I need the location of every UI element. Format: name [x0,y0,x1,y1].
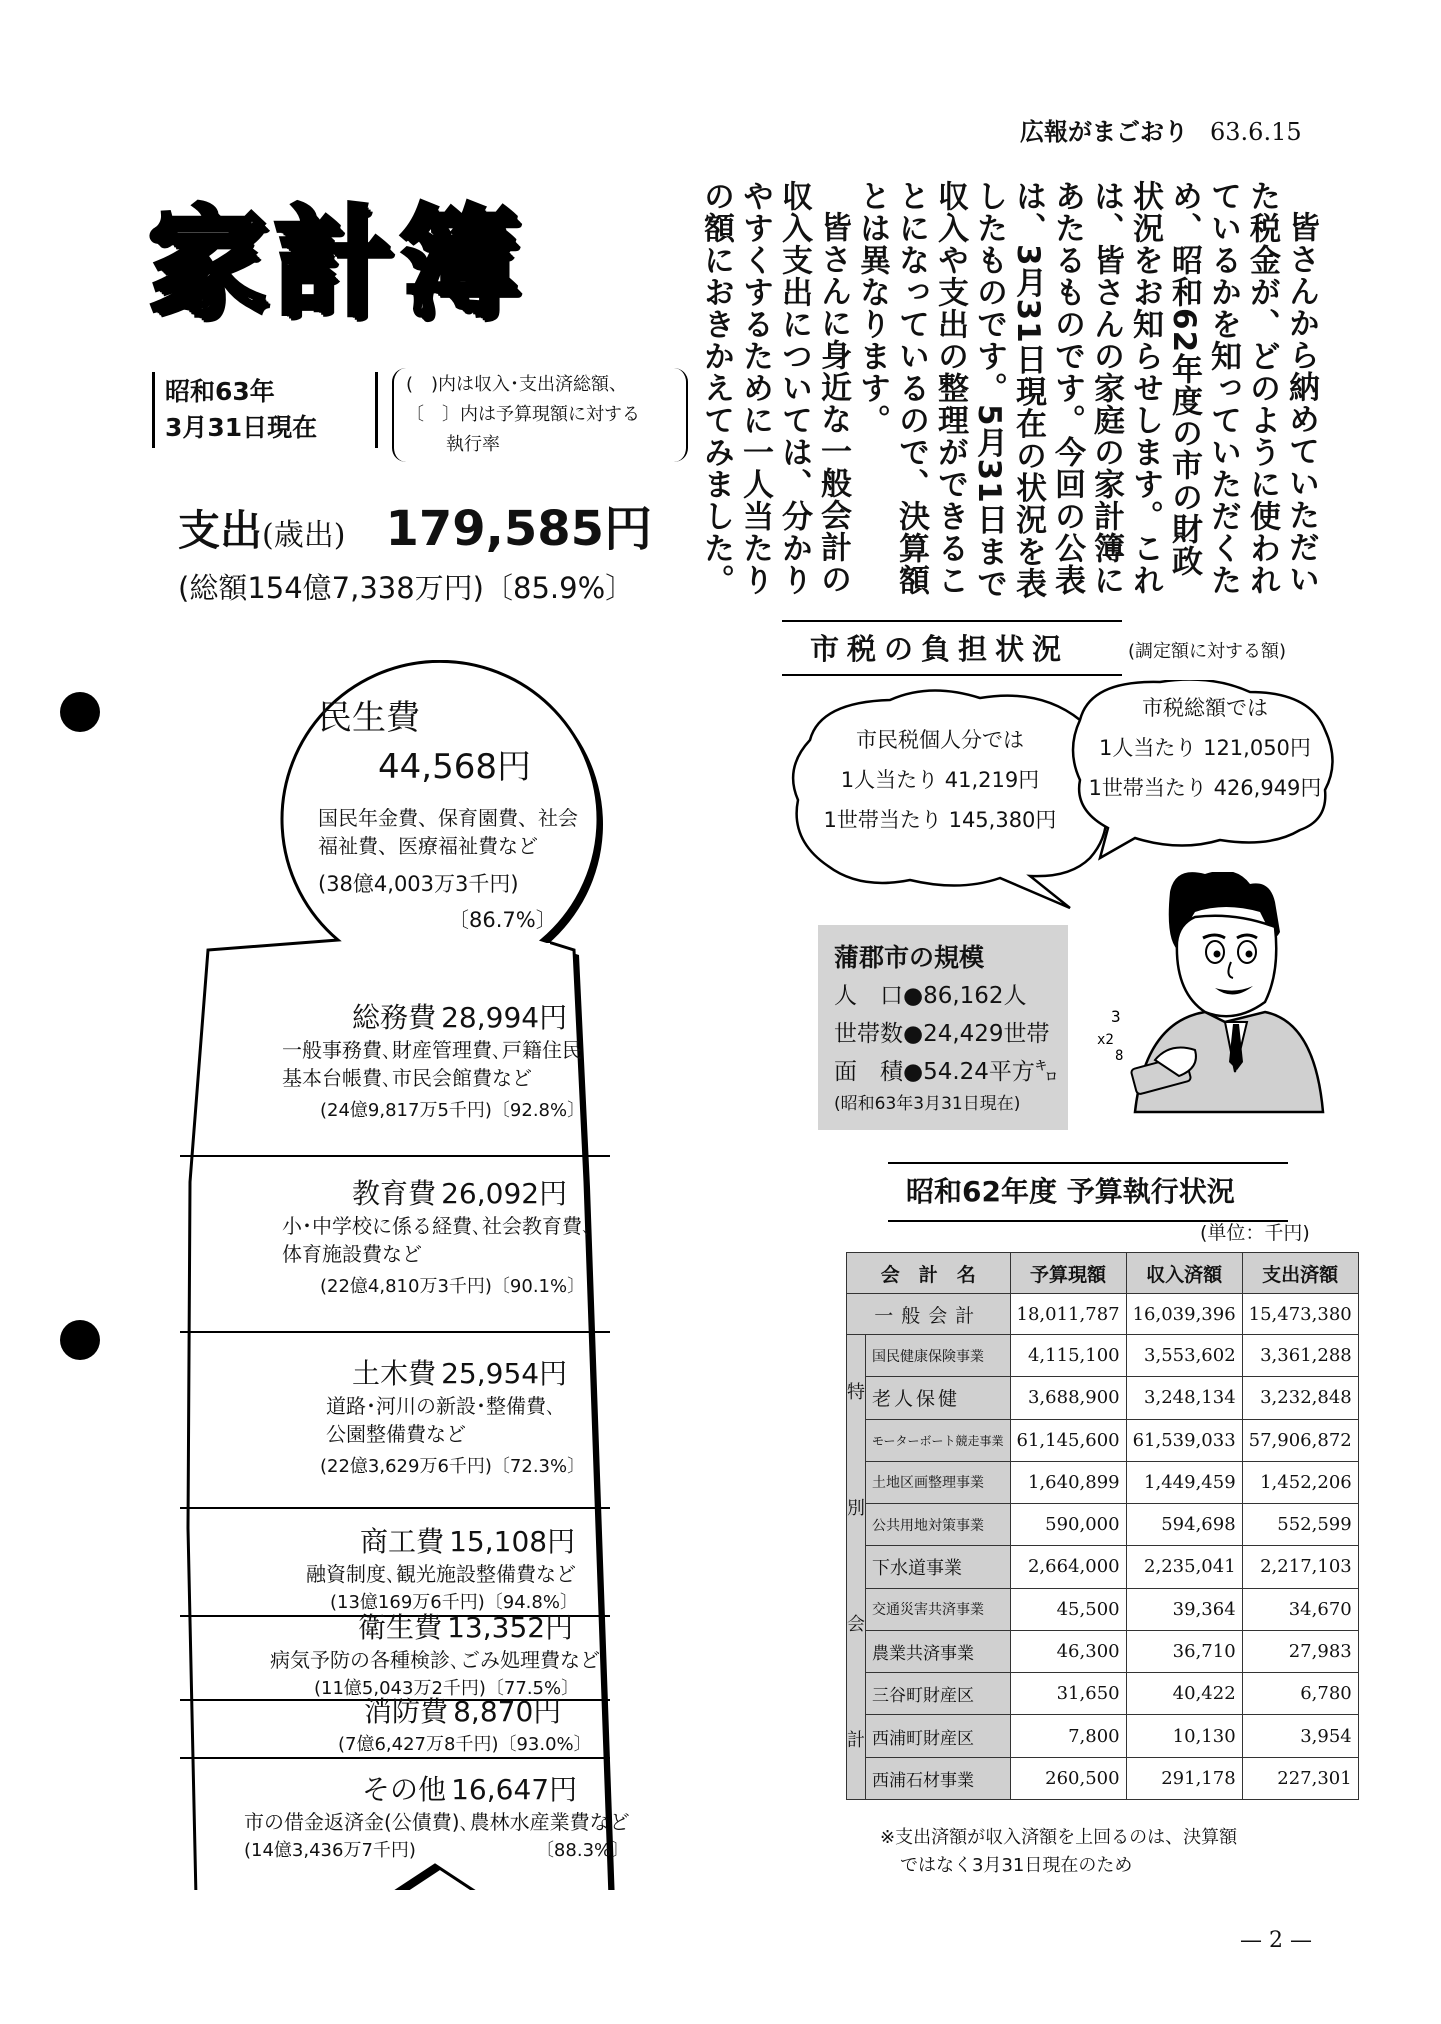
table-header-row [847,1253,1359,1294]
category-name: 消防費 [364,1695,449,1728]
table-row [847,1294,1359,1335]
row-income: 39,364 [1126,1588,1242,1630]
expenditure-label: 支出 [178,506,263,555]
row-income: 3,248,134 [1126,1377,1242,1419]
note-line2: 〔 〕内は予算現額に対する [406,404,640,425]
table-row [847,1461,1359,1503]
row-name: 農業共済事業 [866,1630,1011,1672]
row-budget: 4,115,100 [1010,1335,1126,1377]
tax-subtitle: (調定額に対する額) [1128,641,1287,662]
category-amount: 13,352円 [447,1611,574,1644]
row-expense: 57,906,872 [1242,1419,1358,1461]
category-total: (11億5,043万2千円)〔77.5%〕 [314,1678,580,1699]
cartoon-man-illustration [1075,872,1325,1122]
row-income: 61,539,033 [1126,1419,1242,1461]
table-row [847,1630,1359,1672]
category-desc: 小･中学校に係る経費､社会教育費､ [282,1214,592,1238]
row-expense: 2,217,103 [1242,1546,1358,1588]
row-budget: 2,664,000 [1010,1546,1126,1588]
row-expense: 1,452,206 [1242,1461,1358,1503]
category-name: 民生費 [318,698,420,738]
tax-title: 市税の負担状況 [810,632,1070,666]
category-total: (38億4,003万3千円) [318,872,519,896]
category-desc: 体育施設費など [282,1242,422,1266]
special-char: 特 [847,1382,865,1403]
category-fire [320,1690,592,1756]
table-row [847,1504,1359,1546]
row-budget: 7,800 [1010,1715,1126,1757]
table-header: 収入済額 [1126,1253,1242,1294]
row-budget: 1,640,899 [1010,1461,1126,1503]
category-desc: 融資制度､観光施設整備費など [306,1562,576,1586]
table-header: 会 計 名 [847,1253,1011,1294]
special-char: 会 [847,1614,865,1635]
table-row [847,1419,1359,1461]
category-total: (14億3,436万7千円) [244,1840,416,1861]
row-name: 老人保健 [866,1377,1011,1419]
row-expense: 34,670 [1242,1588,1358,1630]
expenditure-heading [178,490,652,559]
footnote-line2: ではなく3月31日現在のため [900,1855,1133,1876]
budget-table [846,1252,1359,1800]
city-households: 世帯数●24,429世帯 [834,1021,1050,1047]
row-budget: 46,300 [1010,1630,1126,1672]
publication-date: 63.6.15 [1210,118,1302,146]
row-name: 下水道事業 [866,1546,1011,1588]
row-budget: 590,000 [1010,1504,1126,1546]
intro-paragraph-1: 皆さんから納めていただいた税金が、どのように使われているかを知っていただくため、昭和62年度の市の財政状況をお知らせします。これは、皆さんの家庭の家計簿にあたるものです。今回の公表は、3月31日現在の状況を表したものです。5月31日まで収入や支出の整理ができることになっているので、決算額とは異なります。 [854,180,1319,600]
city-scale-note: (昭和63年3月31日現在) [834,1094,1021,1114]
expenditure-total: (総額154億7,338万円)〔85.9%〕 [178,571,635,605]
table-row [847,1335,1359,1377]
expenditure-label-sub: (歳出) [262,518,346,553]
category-desc: 基本台帳費､市民会館費など [282,1066,532,1090]
category-name: 土木費 [352,1357,437,1390]
category-desc: 病気予防の各種検診､ごみ処理費など [270,1648,600,1672]
as-of-line1: 昭和63年 [165,377,275,406]
tax-individual-l1: 市民税個人分では [856,728,1024,752]
row-expense: 3,361,288 [1242,1335,1358,1377]
row-income: 40,422 [1126,1673,1242,1715]
special-char: 計 [847,1730,865,1751]
row-expense: 27,983 [1242,1630,1358,1672]
category-civil-engineering [290,1352,585,1478]
budget-title: 昭和62年度 予算執行状況 [906,1175,1235,1208]
category-rate: 〔88.3%〕 [535,1840,630,1861]
tax-total-l1: 市税総額では [1142,696,1268,720]
category-desc: 一般事務費､財産管理費､戸籍住民 [282,1038,582,1062]
category-amount: 26,092円 [441,1177,568,1210]
category-name: 総務費 [352,1001,437,1034]
row-name: 一般会計 [847,1294,1011,1335]
row-budget: 61,145,600 [1010,1419,1126,1461]
intro-paragraph-2: 皆さんに身近な一般会計の収入支出については、分かりやすくするために一人当たりの額におきかえてみました。 [698,180,851,596]
category-name: 商工費 [360,1525,445,1558]
table-row [847,1377,1359,1419]
publication-header [1020,112,1302,147]
row-name: 土地区画整理事業 [866,1461,1011,1503]
category-education [282,1172,592,1298]
category-welfare-detail [318,804,578,934]
table-header: 支出済額 [1242,1253,1358,1294]
tax-total-l2: 1人当たり 121,050円 [1099,736,1311,760]
tax-total [1085,688,1325,808]
tax-total-l3: 1世帯当たり 426,949円 [1088,776,1322,800]
city-area: 面 積●54.24平方㌔ [834,1059,1058,1085]
category-general-affairs [282,996,585,1122]
row-income: 10,130 [1126,1715,1242,1757]
row-income: 36,710 [1126,1630,1242,1672]
category-name: その他 [362,1773,447,1806]
row-name: 西浦石材事業 [866,1757,1011,1799]
category-desc: 福祉費、医療福祉費など [318,834,538,858]
row-budget: 3,688,900 [1010,1377,1126,1419]
row-budget: 260,500 [1010,1757,1126,1799]
budget-footnote [880,1824,1237,1880]
svg-text:8: 8 [1115,1048,1124,1064]
table-row [847,1673,1359,1715]
category-total: (13億169万6千円)〔94.8%〕 [330,1592,578,1613]
tax-individual-l2: 1人当たり 41,219円 [840,768,1040,792]
row-income: 291,178 [1126,1757,1242,1799]
tax-individual-l3: 1世帯当たり 145,380円 [823,808,1057,832]
table-row [847,1715,1359,1757]
row-name: 交通災害共済事業 [866,1588,1011,1630]
note-line1: ( )内は収入･支出済総額、 [406,374,628,395]
category-desc: 道路･河川の新設･整備費､ [326,1394,556,1418]
city-scale-title: 蒲郡市の規模 [834,943,985,972]
category-total: (22億3,629万6千円)〔72.3%〕 [320,1456,586,1477]
row-expense: 3,232,848 [1242,1377,1358,1419]
row-expense: 552,599 [1242,1504,1358,1546]
page-number: — 2 — [1240,1928,1312,1953]
page-title: 家計簿 [148,194,527,332]
category-amount: 8,870円 [453,1695,562,1728]
row-expense: 227,301 [1242,1757,1358,1799]
category-sanitation [270,1606,600,1700]
table-row [847,1588,1359,1630]
special-char: 別 [847,1498,865,1519]
footnote-line1: ※支出済額が収入済額を上回るのは、決算額 [880,1827,1238,1848]
city-scale-box [818,925,1068,1130]
category-desc: 市の借金返済金(公債費)､農林水産業費など [244,1810,630,1834]
category-amount: 44,568円 [378,747,531,787]
category-rate: 〔86.7%〕 [448,908,557,932]
category-name: 教育費 [352,1177,437,1210]
category-name: 衛生費 [358,1611,443,1644]
category-amount: 25,954円 [441,1357,568,1390]
category-desc: 国民年金費、保育園費、社会 [318,806,578,830]
row-name: 三谷町財産区 [866,1673,1011,1715]
row-income: 2,235,041 [1126,1546,1242,1588]
row-name: 国民健康保険事業 [866,1335,1011,1377]
row-income: 594,698 [1126,1504,1242,1546]
category-total: (24億9,817万5千円)〔92.8%〕 [320,1100,586,1121]
category-total: (22億4,810万3千円)〔90.1%〕 [320,1276,586,1297]
note-line3: 執行率 [446,434,500,455]
category-amount: 16,647円 [451,1773,578,1806]
row-name: 西浦町財産区 [866,1715,1011,1757]
table-row [847,1546,1359,1588]
legend-note [392,368,688,462]
row-income: 1,449,459 [1126,1461,1242,1503]
category-other [244,1768,630,1862]
table-header: 予算現額 [1010,1253,1126,1294]
category-commerce [290,1520,578,1614]
category-amount: 15,108円 [449,1525,576,1558]
row-expense: 15,473,380 [1242,1294,1358,1335]
row-income: 3,553,602 [1126,1335,1242,1377]
row-budget: 45,500 [1010,1588,1126,1630]
svg-text:x2: x2 [1097,1032,1114,1048]
binder-hole-bottom [60,1320,100,1360]
as-of-date [152,372,378,448]
category-welfare [318,690,531,788]
special-account-label [847,1335,866,1800]
row-name: モーターボート競走事業 [866,1419,1011,1461]
expenditure-amount: 179,585円 [385,501,653,557]
row-name: 公共用地対策事業 [866,1504,1011,1546]
as-of-line2: 3月31日現在 [165,413,318,442]
city-population: 人 口●86,162人 [834,983,1027,1009]
category-amount: 28,994円 [441,1001,568,1034]
row-expense: 3,954 [1242,1715,1358,1757]
row-budget: 18,011,787 [1010,1294,1126,1335]
row-income: 16,039,396 [1126,1294,1242,1335]
row-budget: 31,650 [1010,1673,1126,1715]
budget-unit: (単位：千円) [1200,1222,1310,1244]
table-row [847,1757,1359,1799]
publication-name: 広報がまごおり [1020,118,1188,146]
category-desc: 公園整備費など [326,1422,466,1446]
intro-text [698,180,1320,600]
category-total: (7億6,427万8千円)〔93.0%〕 [338,1734,592,1755]
svg-text:3: 3 [1111,1007,1121,1026]
tax-individual [790,720,1090,840]
binder-hole-top [60,692,100,732]
row-expense: 6,780 [1242,1673,1358,1715]
